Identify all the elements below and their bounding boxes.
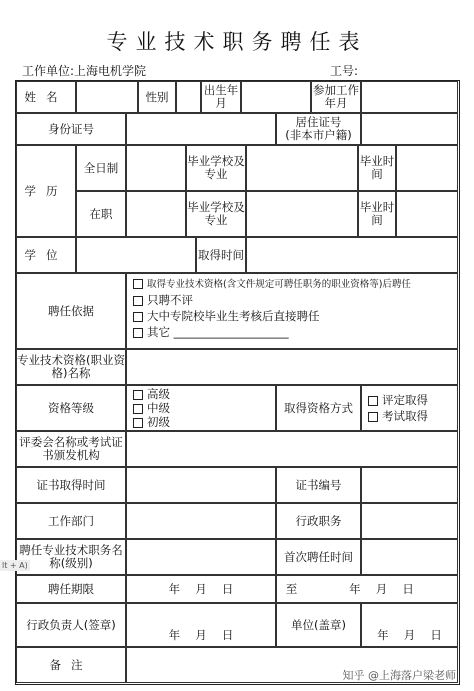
id-value[interactable]: [126, 113, 276, 145]
parttime-value[interactable]: [126, 191, 186, 237]
work-unit-label: 工作单位:上海电机学院: [22, 64, 147, 78]
checkbox-icon[interactable]: [133, 312, 143, 322]
grade-mid[interactable]: 中级: [133, 402, 170, 415]
dept-value[interactable]: [126, 503, 276, 539]
fulltime-label: 全日制: [76, 145, 126, 191]
dept-label: 工作部门: [16, 503, 126, 539]
fulltime-value[interactable]: [126, 145, 186, 191]
degree-time-value[interactable]: [246, 237, 458, 273]
admin-post-label: 行政职务: [276, 503, 361, 539]
employee-no-label: 工号:: [330, 64, 359, 78]
method-eval[interactable]: 评定取得: [368, 394, 428, 407]
degree-value[interactable]: [76, 237, 196, 273]
post-name-value[interactable]: [126, 539, 276, 575]
name-value[interactable]: [76, 81, 138, 113]
unit-seal-label: 单位(盖章): [276, 603, 361, 647]
grade-low[interactable]: 初级: [133, 416, 170, 429]
post-name-label: 聘任专业技术职务名称(级别): [16, 539, 126, 575]
work-start-label: 参加工作年月: [311, 81, 361, 113]
qualification-value[interactable]: [126, 349, 458, 385]
cert-time-value[interactable]: [126, 467, 276, 503]
unit-seal-date[interactable]: 年 月 日: [361, 603, 458, 647]
term-end[interactable]: 年 月 日: [306, 575, 458, 603]
committee-value[interactable]: [126, 431, 458, 467]
grad-time-2-value[interactable]: [396, 191, 458, 237]
paste-control[interactable]: lt + A): [2, 561, 28, 570]
checkbox-icon[interactable]: [133, 279, 143, 289]
school-major-2-label: 毕业学校及专业: [186, 191, 246, 237]
admin-head-label: 行政负责人(签章): [16, 603, 126, 647]
basis-option-4[interactable]: 其它 ____________________: [133, 326, 289, 339]
watermark: 知乎 @上海落户梁老师: [342, 669, 456, 682]
appointment-form: [15, 80, 460, 685]
checkbox-icon[interactable]: [133, 328, 143, 338]
checkbox-icon[interactable]: [133, 296, 143, 306]
method-options: [361, 385, 458, 431]
birth-label: 出生年月: [201, 81, 241, 113]
degree-time-label: 取得时间: [196, 237, 246, 273]
gender-value[interactable]: [176, 81, 201, 113]
checkbox-icon[interactable]: [133, 390, 143, 400]
name-label: 姓名: [16, 81, 76, 113]
first-hire-value[interactable]: [361, 539, 458, 575]
checkbox-icon[interactable]: [368, 396, 378, 406]
qualification-label: 专业技术资格(职业资格)名称: [16, 349, 126, 385]
term-start[interactable]: 年 月 日: [126, 575, 276, 603]
birth-value[interactable]: [241, 81, 311, 113]
admin-head-date[interactable]: 年 月 日: [126, 603, 276, 647]
grade-options: [126, 385, 276, 431]
term-label: 聘任期限: [16, 575, 126, 603]
residence-value[interactable]: [361, 113, 458, 145]
work-start-value[interactable]: [361, 81, 458, 113]
checkbox-icon[interactable]: [368, 412, 378, 422]
first-hire-label: 首次聘任时间: [276, 539, 361, 575]
parttime-label: 在职: [76, 191, 126, 237]
grad-time-1-label: 毕业时间: [358, 145, 396, 191]
school-major-1-label: 毕业学校及专业: [186, 145, 246, 191]
form-title: 专业技术职务聘任表: [106, 30, 368, 54]
residence-note: (非本市户籍): [285, 128, 352, 142]
basis-option-1[interactable]: 取得专业技术资格(含文件规定可聘任职务的职业资格等)后聘任: [133, 277, 411, 291]
gender-label: 性别: [138, 81, 176, 113]
method-exam[interactable]: 考试取得: [368, 410, 428, 423]
basis-label: 聘任依据: [16, 273, 126, 349]
education-label: 学历: [16, 145, 76, 237]
school-major-2-value[interactable]: [246, 191, 358, 237]
term-to: 至: [276, 575, 306, 603]
remarks-label: 备注: [16, 647, 126, 683]
school-major-1-value[interactable]: [246, 145, 358, 191]
degree-label: 学位: [16, 237, 76, 273]
checkbox-icon[interactable]: [133, 418, 143, 428]
obtain-method-label: 取得资格方式: [276, 385, 361, 431]
residence-label-text: 居住证号: [295, 115, 342, 129]
residence-label: [276, 113, 361, 145]
admin-post-value[interactable]: [361, 503, 458, 539]
checkbox-icon[interactable]: [133, 404, 143, 414]
cert-no-label: 证书编号: [276, 467, 361, 503]
id-label: 身份证号: [16, 113, 126, 145]
grad-time-1-value[interactable]: [396, 145, 458, 191]
committee-label: 评委会名称或考试证书颁发机构: [16, 431, 126, 467]
cert-time-label: 证书取得时间: [16, 467, 126, 503]
grade-label: 资格等级: [16, 385, 126, 431]
basis-options: [126, 273, 458, 349]
grad-time-2-label: 毕业时间: [358, 191, 396, 237]
cert-no-value[interactable]: [361, 467, 458, 503]
basis-option-2[interactable]: 只聘不评: [133, 294, 193, 307]
grade-high[interactable]: 高级: [133, 388, 170, 401]
basis-option-3[interactable]: 大中专院校毕业生考核后直接聘任: [133, 310, 320, 323]
